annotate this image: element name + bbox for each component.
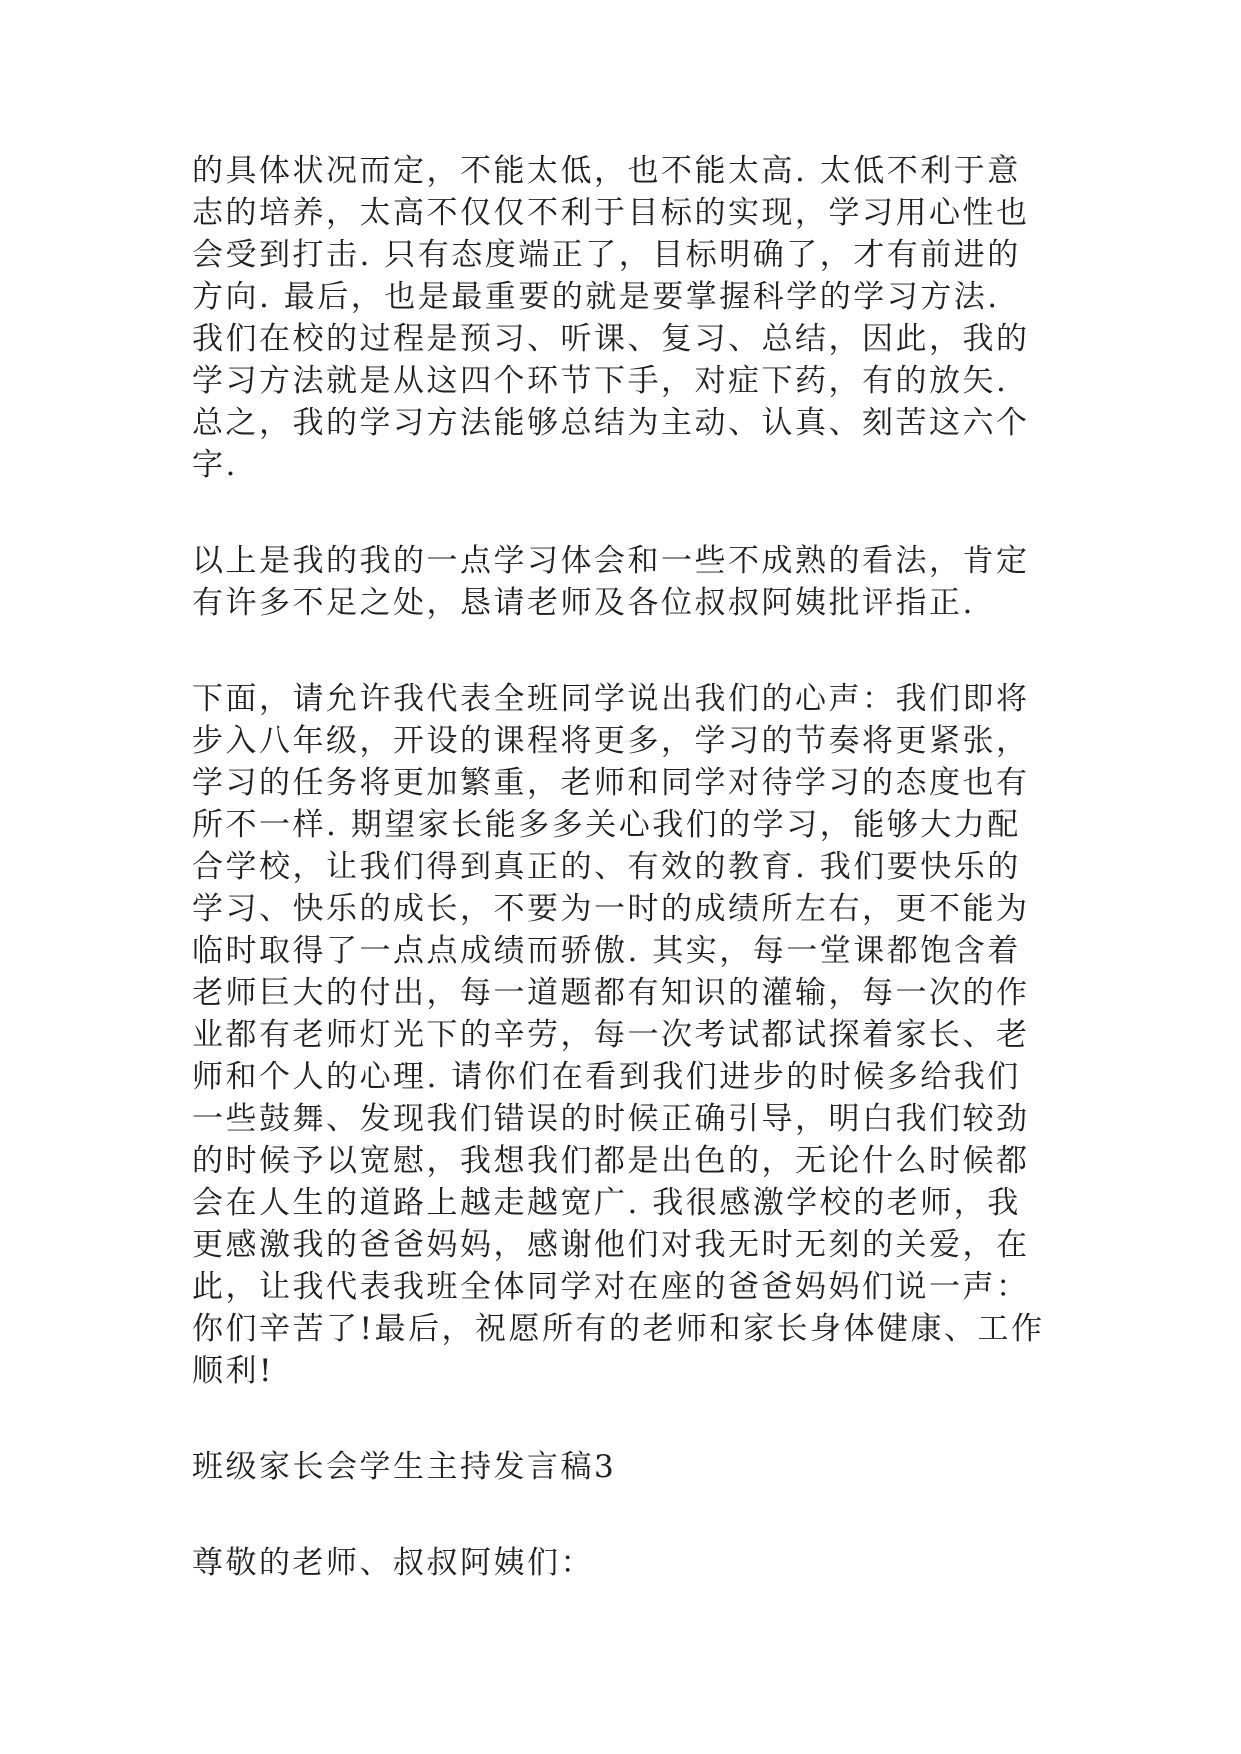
paragraph-gap [192, 1392, 1052, 1446]
section-heading [192, 1446, 1052, 1488]
text-line: 更感激我的爸爸妈妈，感谢他们对我无时无刻的关爱，在 [192, 1227, 1030, 1263]
text-line: 有许多不足之处，恳请老师及各位叔叔阿姨批评指正. [192, 585, 975, 621]
text-line: 临时取得了一点点成绩而骄傲. 其实，每一堂课都饱含着 [192, 933, 1021, 969]
text-line: 字. [192, 447, 238, 483]
text-line: 所不一样. 期望家长能多多关心我们的学习，能够大力配 [192, 807, 1021, 843]
paragraph-gap [192, 1488, 1052, 1542]
text-line: 会在人生的道路上越走越宽广. 我很感激学校的老师，我 [192, 1185, 1021, 1221]
salutation-text: 尊敬的老师、叔叔阿姨们： [192, 1545, 594, 1581]
paragraph-study-method [192, 150, 1052, 486]
salutation [192, 1542, 1052, 1584]
text-line: 顺利! [192, 1353, 274, 1389]
text-line: 老师巨大的付出，每一道题都有知识的灌输，每一次的作 [192, 975, 1030, 1011]
text-line: 此，让我代表我班全体同学对在座的爸爸妈妈们说一声： [192, 1269, 1030, 1305]
text-line: 的具体状况而定，不能太低，也不能太高. 太低不利于意 [192, 153, 1021, 189]
text-line: 学习方法就是从这四个环节下手，对症下药，有的放矢. [192, 363, 1009, 399]
text-line: 方向. 最后，也是最重要的就是要掌握科学的学习方法. [192, 279, 1000, 315]
text-line: 学习、快乐的成长，不要为一时的成绩所左右，更不能为 [192, 891, 1030, 927]
paragraph-gap [192, 624, 1052, 678]
text-line: 你们辛苦了!最后，祝愿所有的老师和家长身体健康、工作 [192, 1311, 1045, 1347]
text-line: 合学校，让我们得到真正的、有效的教育. 我们要快乐的 [192, 849, 1021, 885]
text-line: 我们在校的过程是预习、听课、复习、总结，因此，我的 [192, 321, 1030, 357]
paragraph-class-voice [192, 678, 1052, 1392]
text-line: 一些鼓舞、发现我们错误的时候正确引导，明白我们较劲 [192, 1101, 1030, 1137]
paragraph-gap [192, 486, 1052, 540]
text-line: 步入八年级，开设的课程将更多，学习的节奏将更紧张， [192, 723, 1030, 759]
paragraph-closing-remarks [192, 540, 1052, 624]
text-line: 业都有老师灯光下的辛劳，每一次考试都试探着家长、老 [192, 1017, 1030, 1053]
text-line: 师和个人的心理. 请你们在看到我们进步的时候多给我们 [192, 1059, 1021, 1095]
text-line: 下面，请允许我代表全班同学说出我们的心声：我们即将 [192, 681, 1030, 717]
text-line: 以上是我的我的一点学习体会和一些不成熟的看法，肯定 [192, 543, 1030, 579]
text-line: 学习的任务将更加繁重，老师和同学对待学习的态度也有 [192, 765, 1030, 801]
text-line: 的时候予以宽慰，我想我们都是出色的，无论什么时候都 [192, 1143, 1030, 1179]
document-body [192, 150, 1052, 1584]
text-line: 志的培养，太高不仅仅不利于目标的实现，学习用心性也 [192, 195, 1030, 231]
text-line: 会受到打击. 只有态度端正了，目标明确了，才有前进的 [192, 237, 1021, 273]
text-line: 总之，我的学习方法能够总结为主动、认真、刻苦这六个 [192, 405, 1030, 441]
heading-text: 班级家长会学生主持发言稿3 [192, 1449, 617, 1485]
